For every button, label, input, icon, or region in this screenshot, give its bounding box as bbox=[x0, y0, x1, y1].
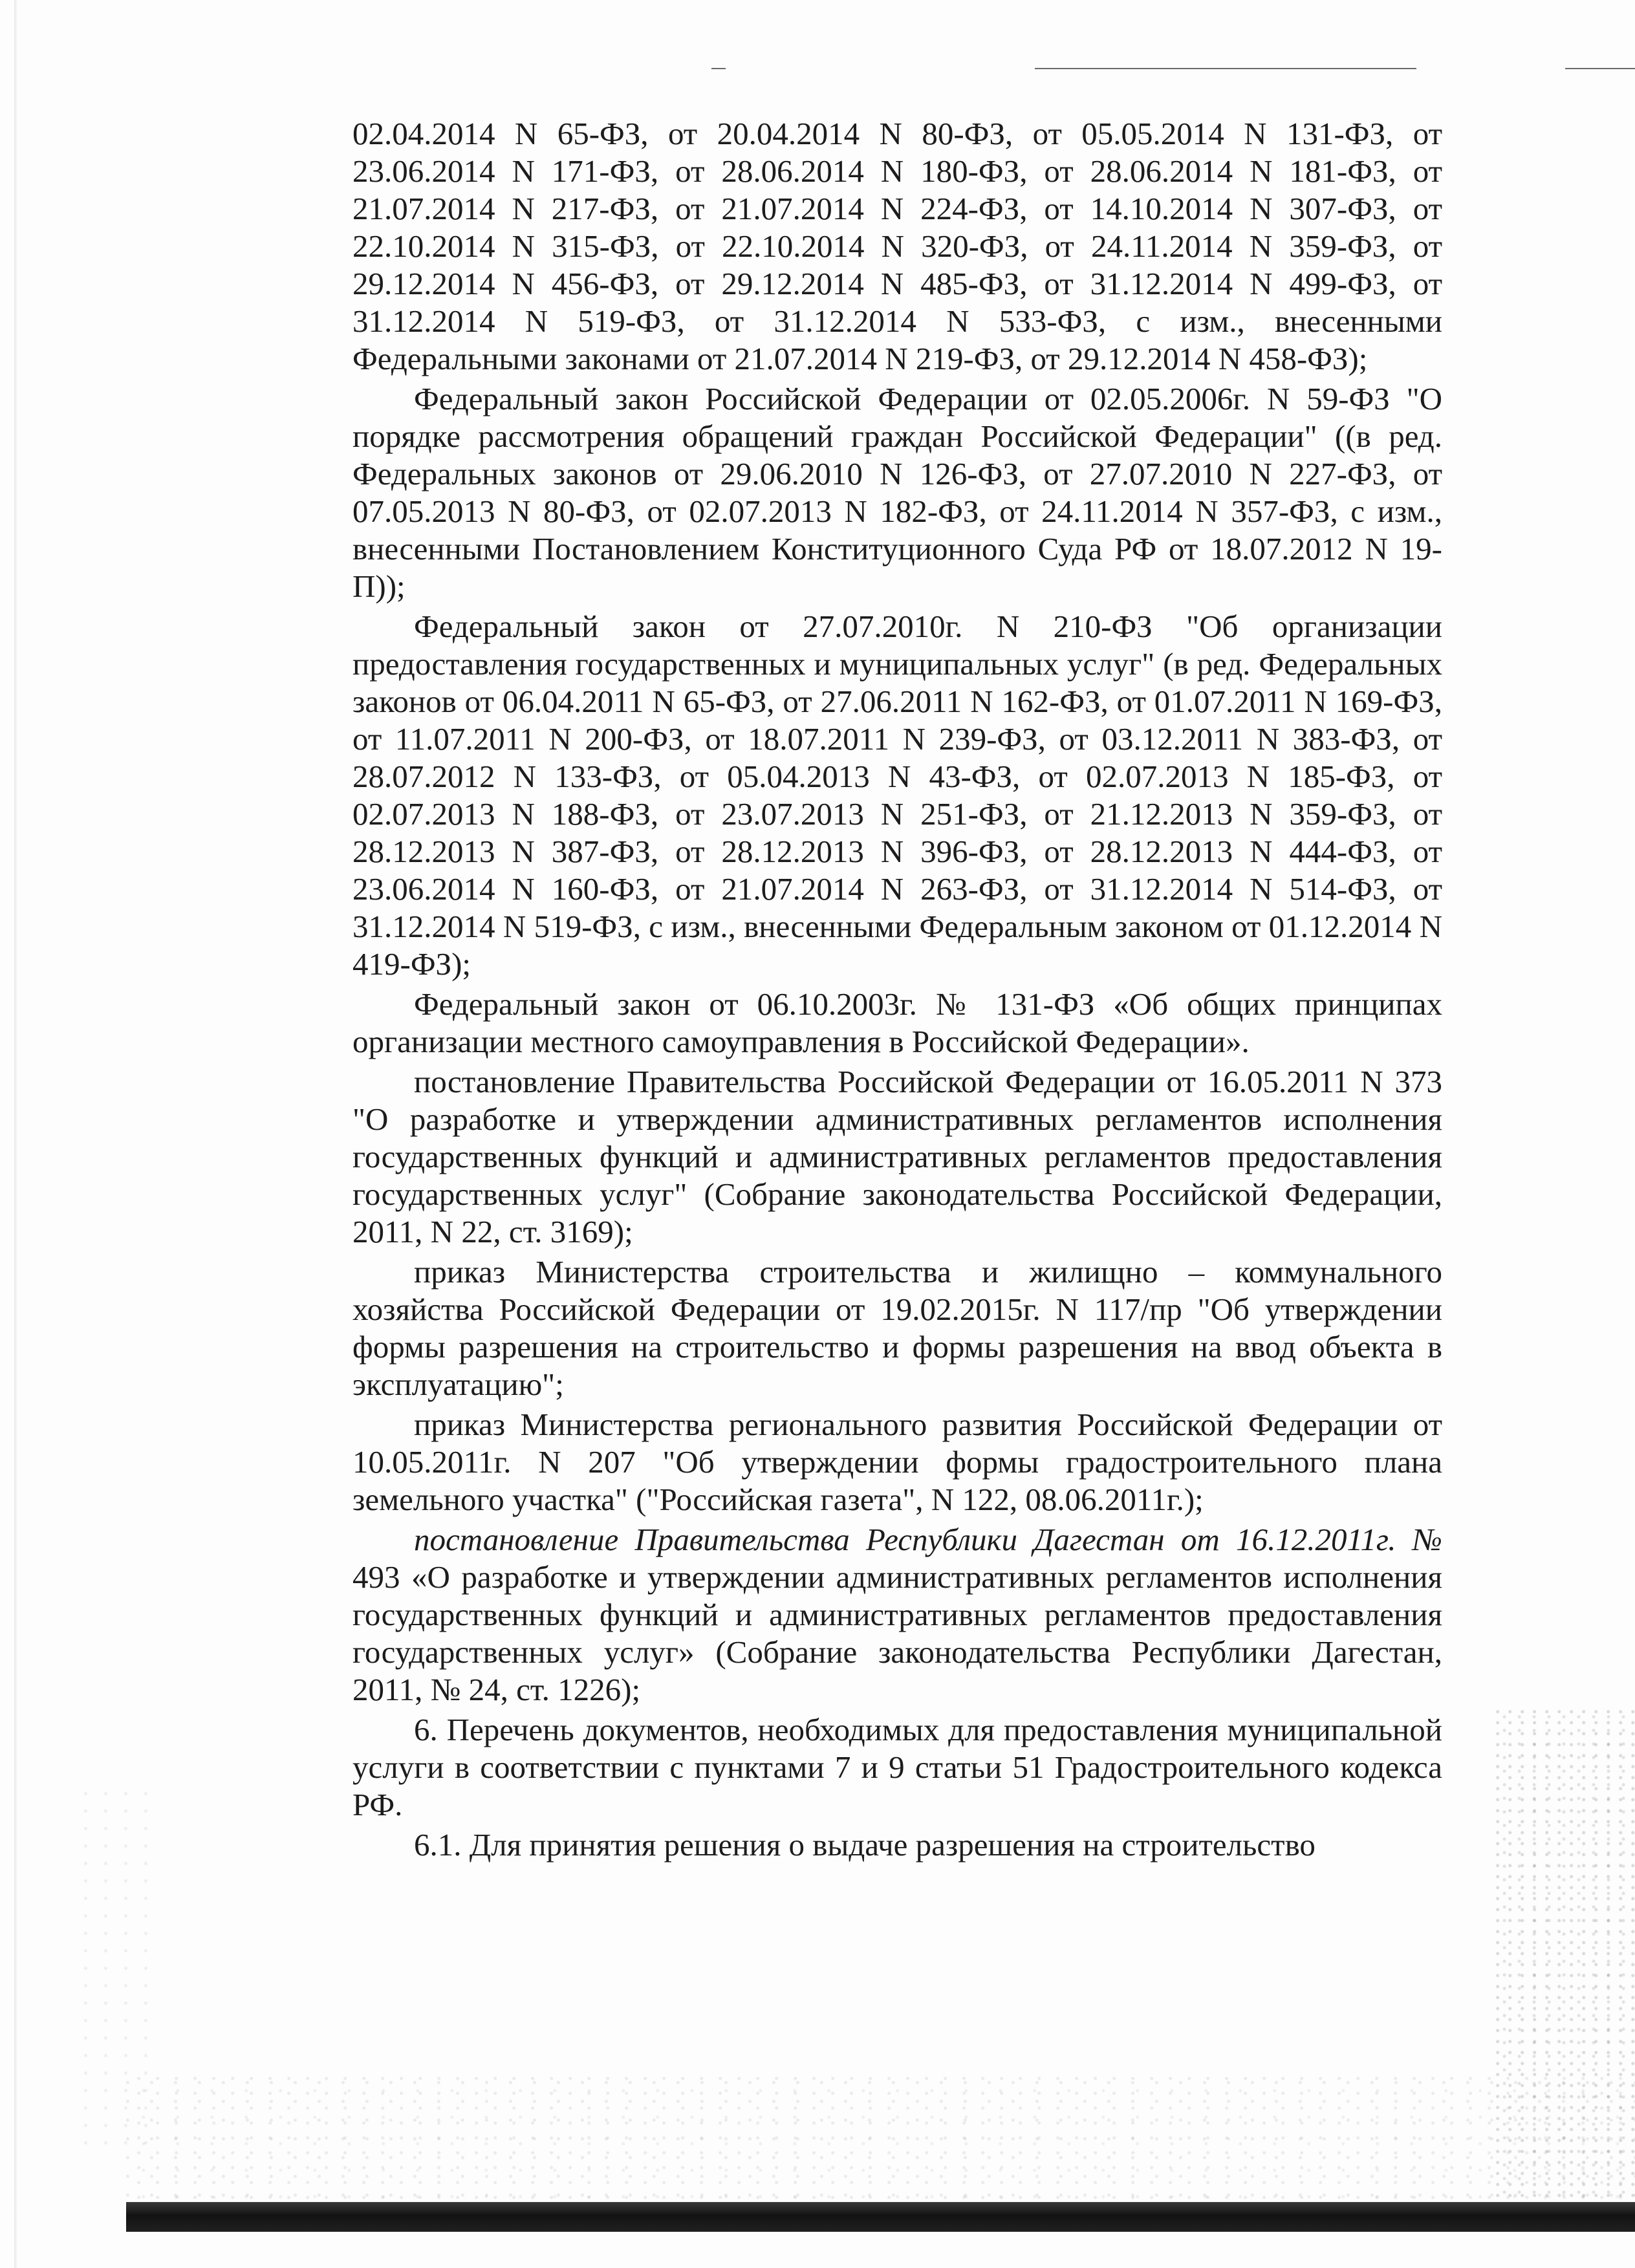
scan-bottom-band bbox=[126, 2202, 1635, 2232]
top-scan-rule-right bbox=[1565, 68, 1635, 69]
paragraph-order-207: приказ Министерства регионального развития Российской Федерации от 10.05.2011г. N 207 "Об утверждении формы градостроительного плана земельного участка" ("Российская газета", N 122, 08.06.2011г.); bbox=[352, 1407, 1442, 1517]
paragraph-section-6-1: 6.1. Для принятия решения о выдаче разрешения на строительство bbox=[414, 1827, 1316, 1863]
paragraph-italic-lead: постановление Правительства Республики Дагестан от 16.12.2011г. № bbox=[414, 1522, 1442, 1557]
scan-left-edge bbox=[14, 0, 18, 2268]
paragraph-section-6: 6. Перечень документов, необходимых для предоставления муниципальной услуги в соответствии с пунктами 7 и 9 статьи 51 Градостроительного кодекса РФ. bbox=[352, 1712, 1442, 1822]
paragraph-resolution-dagestan-493 bbox=[352, 1521, 1442, 1709]
paragraph-resolution-373: постановление Правительства Российской Федерации от 16.05.2011 N 373 "О разработке и утверждении административных регламентов исполнения государственных функций и административных регламентов предоставления государственных услуг" (Собрание законодательства Российской Федерации, 2011, N 22, ст. 3169); bbox=[352, 1064, 1442, 1249]
scan-noise-bottom bbox=[123, 2069, 1635, 2202]
paragraph-body: 493 «О разработке и утверждении административных регламентов исполнения государственных функций и административных регламентов предоставления государственных услуг» (Собрание законодательства Республики Дагестан, 2011, № 24, ст. 1226); bbox=[352, 1559, 1442, 1707]
paragraph-amendments-list: 02.04.2014 N 65-ФЗ, от 20.04.2014 N 80-ФЗ, от 05.05.2014 N 131-ФЗ, от 23.06.2014 N 171-ФЗ, от 28.06.2014 N 180-ФЗ, от 28.06.2014 N 181-ФЗ, от 21.07.2014 N 217-ФЗ, от 21.07.2014 N 224-ФЗ, от 14.10.2014 N 307-ФЗ, от 22.10.2014 N 315-ФЗ, от 22.10.2014 N 320-ФЗ, от 24.11.2014 N 359-ФЗ, от 29.12.2014 N 456-ФЗ, от 29.12.2014 N 485-ФЗ, от 31.12.2014 N 499-ФЗ, от 31.12.2014 N 519-ФЗ, от 31.12.2014 N 533-ФЗ, с изм., внесенными Федеральными законами от 21.07.2014 N 219-ФЗ, от 29.12.2014 N 458-ФЗ); bbox=[352, 116, 1442, 376]
document-body bbox=[352, 115, 1442, 1864]
top-scan-mark bbox=[711, 68, 726, 69]
top-scan-rule bbox=[1035, 68, 1416, 69]
paragraph-order-117-pr: приказ Министерства строительства и жилищно – коммунального хозяйства Российской Федерации от 19.02.2015г. N 117/пр "Об утверждении формы разрешения на строительство и формы разрешения на ввод объекта в эксплуатацию"; bbox=[352, 1254, 1442, 1402]
paragraph-law-131-fz: Федеральный закон от 06.10.2003г. № 131-ФЗ «Об общих принципах организации местного самоуправления в Российской Федерации». bbox=[352, 986, 1442, 1059]
paragraph-law-59-fz: Федеральный закон Российской Федерации от 02.05.2006г. N 59-ФЗ "О порядке рассмотрения обращений граждан Российской Федерации" ((в ред. Федеральных законов от 29.06.2010 N 126-ФЗ, от 27.07.2010 N 227-ФЗ, от 07.05.2013 N 80-ФЗ, от 02.07.2013 N 182-ФЗ, от 24.11.2014 N 357-ФЗ, с изм., внесенными Постановлением Конституционного Суда РФ от 18.07.2012 N 19-П)); bbox=[352, 381, 1442, 604]
paragraph-law-210-fz: Федеральный закон от 27.07.2010г. N 210-ФЗ "Об организации предоставления государственных и муниципальных услуг" (в ред. Федеральных законов от 06.04.2011 N 65-ФЗ, от 27.06.2011 N 162-ФЗ, от 01.07.2011 N 169-ФЗ, от 11.07.2011 N 200-ФЗ, от 18.07.2011 N 239-ФЗ, от 03.12.2011 N 383-ФЗ, от 28.07.2012 N 133-ФЗ, от 05.04.2013 N 43-ФЗ, от 02.07.2013 N 185-ФЗ, от 02.07.2013 N 188-ФЗ, от 23.07.2013 N 251-ФЗ, от 21.12.2013 N 359-ФЗ, от 28.12.2013 N 387-ФЗ, от 28.12.2013 N 396-ФЗ, от 28.12.2013 N 444-ФЗ, от 23.06.2014 N 160-ФЗ, от 21.07.2014 N 263-ФЗ, от 31.12.2014 N 514-ФЗ, от 31.12.2014 N 519-ФЗ, с изм., внесенными Федеральным законом от 01.12.2014 N 419-ФЗ); bbox=[352, 609, 1442, 982]
